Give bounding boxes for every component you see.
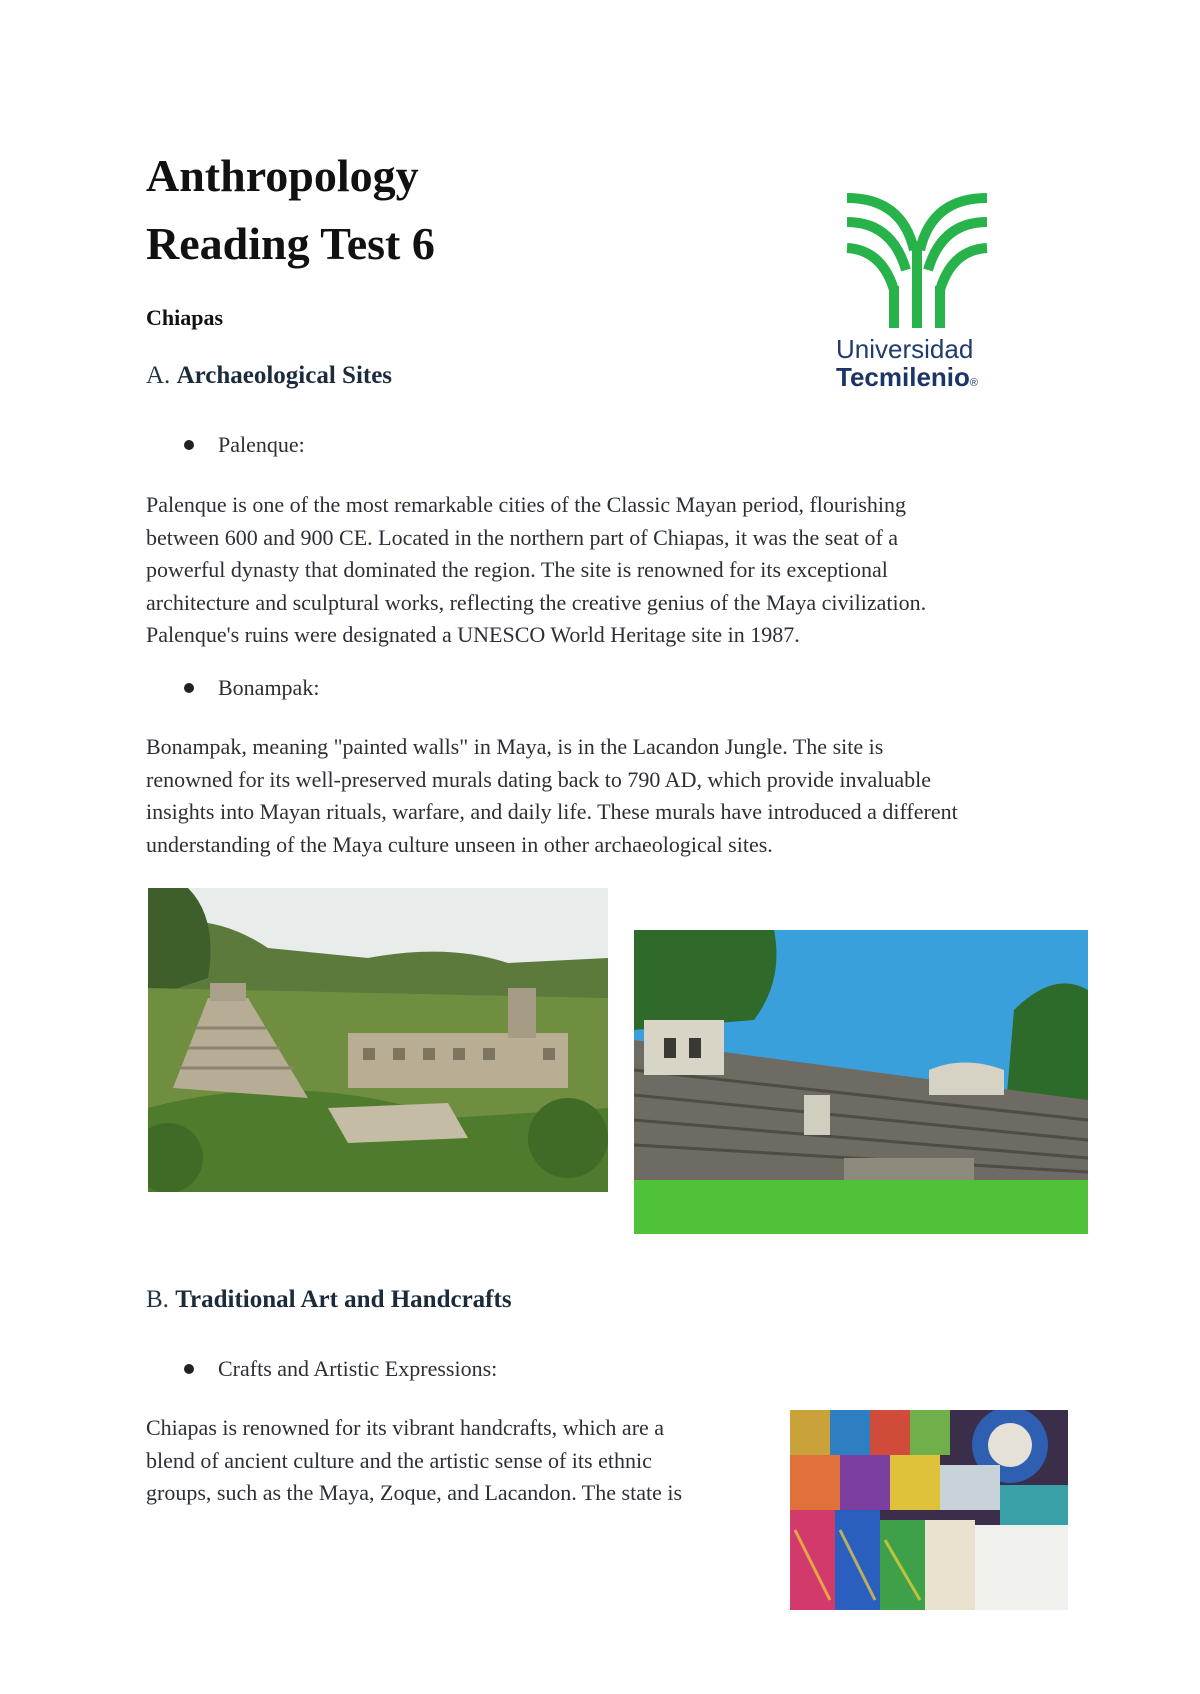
university-logo <box>836 190 1006 390</box>
handcrafts-photo <box>790 1410 1068 1610</box>
bullet-label: Crafts and Artistic Expressions: <box>218 1356 498 1381</box>
paragraph-line: groups, such as the Maya, Zoque, and Lacandon. The state is <box>146 1480 683 1505</box>
paragraph-line: between 600 and 900 CE. Located in the northern part of Chiapas, it was the seat of a <box>146 524 899 550</box>
bullet-label: Palenque: <box>218 432 305 457</box>
bullet-dot-icon <box>184 440 194 450</box>
section-b-heading <box>146 1286 512 1314</box>
bullet-label: Bonampak: <box>218 675 320 700</box>
logo-line2: Tecmilenio® <box>836 362 978 392</box>
bullet-bonampak <box>184 675 319 701</box>
subject-label: Chiapas <box>146 305 224 330</box>
paragraph-line: renowned for its well-preserved murals dating back to 790 AD, which provide invaluable <box>146 766 932 792</box>
bullet-crafts <box>184 1356 497 1382</box>
palenque-photo <box>148 888 608 1192</box>
tecmilenio-arch-icon <box>842 190 992 328</box>
section-b-letter: B. <box>146 1286 169 1313</box>
palenque-paragraph <box>146 489 926 652</box>
paragraph-line: insights into Mayan rituals, warfare, and daily life. These murals have introduced a different <box>146 799 958 824</box>
paragraph-line: Chiapas is renowned for its vibrant handcrafts, which are a <box>146 1415 665 1440</box>
bullet-dot-icon <box>184 683 194 693</box>
section-a-letter: A. <box>146 362 171 389</box>
paragraph-line: architecture and sculptural works, reflecting the creative genius of the Maya civilization. <box>146 589 927 615</box>
bullet-palenque <box>184 432 305 458</box>
crafts-paragraph <box>146 1412 682 1510</box>
paragraph-line: powerful dynasty that dominated the region. The site is renowned for its exceptional <box>146 557 888 582</box>
document-subtitle: Reading Test 6 <box>146 218 435 269</box>
document-title: Anthropology <box>146 150 419 201</box>
paragraph-line: Bonampak, meaning "painted walls" in Maya, is in the Lacandon Jungle. The site is <box>146 734 884 759</box>
section-a-heading <box>146 362 392 390</box>
bonampak-paragraph <box>146 731 958 861</box>
paragraph-line: understanding of the Maya culture unseen in other archaeological sites. <box>146 831 773 857</box>
bullet-dot-icon <box>184 1364 194 1374</box>
paragraph-line: blend of ancient culture and the artistic sense of its ethnic <box>146 1447 652 1473</box>
logo-line1: Universidad <box>836 334 974 364</box>
section-b-title: Traditional Art and Handcrafts <box>175 1286 512 1313</box>
paragraph-line: Palenque is one of the most remarkable cities of the Classic Mayan period, flourishing <box>146 492 907 517</box>
section-a-title: Archaeological Sites <box>176 362 393 389</box>
bonampak-photo <box>634 930 1088 1234</box>
paragraph-line: Palenque's ruins were designated a UNESCO World Heritage site in 1987. <box>146 622 800 647</box>
